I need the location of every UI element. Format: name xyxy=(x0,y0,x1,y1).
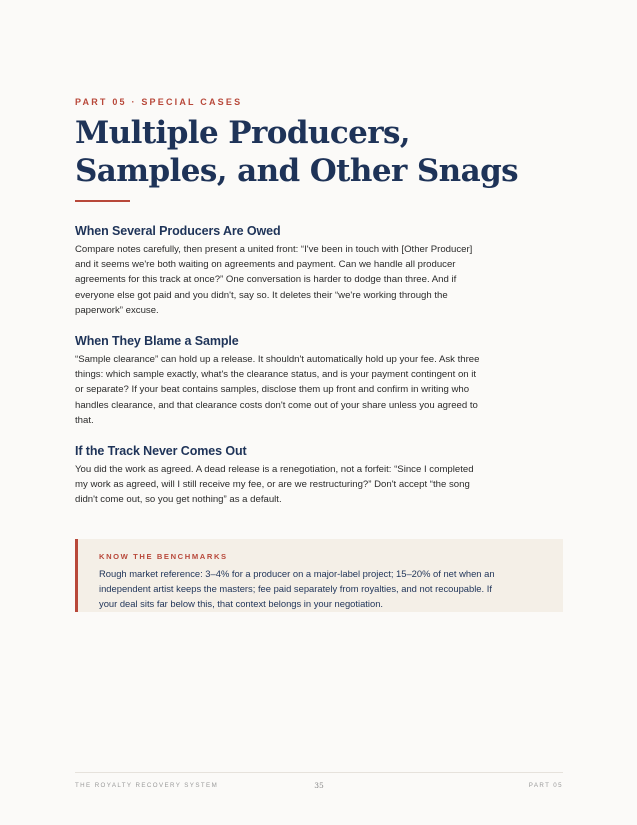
section-body: Compare notes carefully, then present a united front: “I've been in touch with [Other Producer] and it seems we're both waiting on agreements and payment. Can we handle all producer agreements for this track at once?” One conversation is harder to dodge than three. And if everyone else got paid and you didn't, say so. It deletes their “we're working through the paperwork” excuse. xyxy=(75,244,473,316)
title-divider xyxy=(75,200,130,202)
section-heading: When Several Producers Are Owed xyxy=(75,224,281,238)
page-title xyxy=(75,114,555,190)
page-title-line-1: Multiple Producers, xyxy=(75,115,411,151)
callout-body: Rough market reference: 3–4% for a producer on a major-label project; 15–20% of net when an independent artist keeps the masters; fee paid separately from royalties, and not recoupable. If your deal sits far below this, that context belongs in your negotiation. xyxy=(99,568,495,609)
section-track-never-out xyxy=(75,444,485,508)
footer-part-label: PART 05 xyxy=(528,782,563,789)
section-several-producers xyxy=(75,224,485,318)
page-title-line-2: Samples, and Other Snags xyxy=(75,153,519,189)
section-eyebrow: PART 05 · SPECIAL CASES xyxy=(75,97,243,107)
section-body: “Sample clearance” can hold up a release. It shouldn't automatically hold up your fee. Ask three things: which sample exactly, what's the clearance status, and is your payment contingent on it or separate? If your beat contains samples, disclose them up front and confirm in writing who handles clearance, and that clearance costs don't come out of your share unless you agreed to that. xyxy=(75,354,480,426)
section-heading: When They Blame a Sample xyxy=(75,334,239,348)
section-body: You did the work as agreed. A dead release is a renegotiation, not a forfeit: “Since I completed my work as agreed, will I still receive my fee, or are we restructuring?” Don't accept “the song didn't come out, so you get nothing” as a default. xyxy=(75,464,474,506)
section-heading: If the Track Never Comes Out xyxy=(75,444,247,458)
footer-divider xyxy=(75,772,563,773)
footer-book-title: THE ROYALTY RECOVERY SYSTEM xyxy=(75,782,219,789)
page-number: 35 xyxy=(314,781,324,790)
section-blame-sample xyxy=(75,334,485,428)
callout-label: KNOW THE BENCHMARKS xyxy=(99,552,228,561)
benchmarks-callout xyxy=(75,539,563,612)
